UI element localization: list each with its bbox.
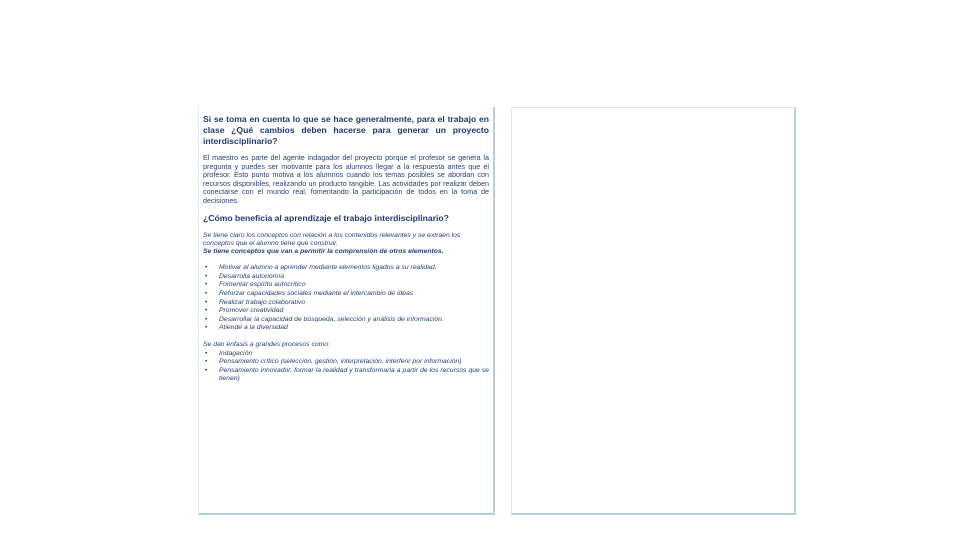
- question-changes: Si se toma en cuenta lo que se hace generalmente, para el trabajo en clase ¿Qué cambios deben hacerse para generar un proyecto interdisciplinario?: [203, 114, 489, 146]
- bullet-icon: •: [205, 298, 208, 306]
- bullet-icon: •: [205, 358, 208, 366]
- bullet-icon: •: [205, 289, 208, 297]
- bullet-icon: •: [205, 264, 208, 272]
- list-item: • Fomentar espíritu autocrítico: [205, 281, 306, 289]
- bullet-icon: •: [205, 281, 208, 289]
- concepts-emphasis: Se tiene conceptos que van a permitir la comprensión de otros elementos.: [203, 247, 444, 255]
- list-item: • Atiende a la diversidad: [205, 324, 288, 332]
- list-item: • Pensamiento innovador, formar la realidad y transformarla a partir de los recursos que se tienen): [205, 366, 489, 383]
- list-item: • Promover creatividad: [205, 307, 284, 315]
- bullet-icon: •: [205, 307, 208, 315]
- bullet-icon: •: [205, 272, 208, 280]
- bullet-icon: •: [205, 324, 208, 332]
- list-item: • Desarrollar la capacidad de búsqueda, selección y análisis de información.: [205, 315, 444, 323]
- document-page-left: [198, 107, 495, 515]
- benefits-list: [203, 264, 489, 333]
- list-item: • Reforzar capacidades sociales mediante el intercambio de ideas: [205, 289, 414, 297]
- answer-paragraph: El maestro es parte del agente indagador del proyecto porque el profesor se genera la pregunta y puedes ser motivante para los alumnos llegar a la respuesta antes que el profesor. Esto punto motiva a los alumnos cuando los temas posibles se abordan con recursos disponibles, realizando un producto tangible. Las actividades por realizar deben conectarse con el mundo real, fomentando la participación de todos en la toma de decisiones.: [203, 153, 489, 205]
- bullet-icon: •: [205, 315, 208, 323]
- processes-list: [203, 350, 489, 384]
- question-benefits: ¿Cómo beneficia al aprendizaje el trabajo interdisciplinario?: [203, 212, 449, 223]
- list-item: • Indagación: [205, 349, 253, 357]
- bullet-icon: •: [205, 366, 208, 374]
- document-page-right: [511, 107, 796, 515]
- list-item: • Motivar al alumno a aprender mediante elementos ligados a su realidad.: [205, 264, 437, 272]
- processes-intro: Se dan énfasis a grandes procesos como:: [203, 340, 330, 348]
- list-item: • Pensamiento crítico (selección, gestión, interpretación, interferir por información): [205, 358, 462, 366]
- list-item: • Desarrolla autonomía: [205, 272, 284, 280]
- bullet-icon: •: [205, 349, 208, 357]
- concepts-line: Se tiene claro los conceptos con relación a los contenidos relevantes y se extraen los conceptos que el alumno tiene que construir.: [203, 231, 461, 247]
- list-item: • Realizar trabajo colaborativo: [205, 298, 306, 306]
